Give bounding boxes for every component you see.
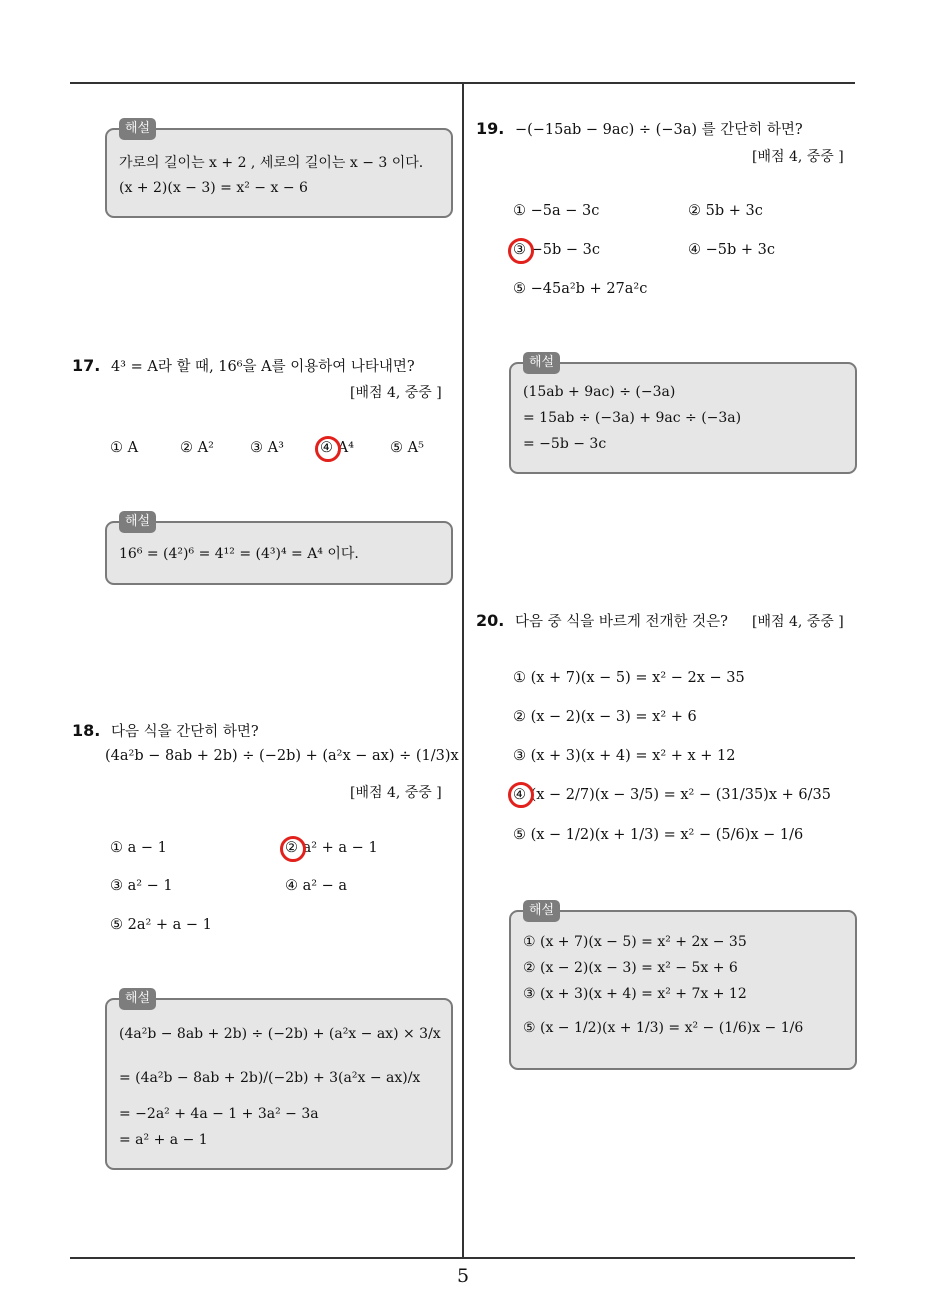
question-text: −(−15ab − 9ac) ÷ (−3a) 를 간단히 하면? — [514, 122, 803, 138]
explanation-box-16 — [105, 121, 453, 218]
question-expression: (4a²b − 8ab + 2b) ÷ (−2b) + (a²x − ax) ÷ (1/3)x — [105, 748, 459, 764]
choice-1[interactable]: ① a − 1 — [110, 840, 167, 856]
explanation-tag: 해설 — [119, 988, 156, 1010]
explanation-line: 가로의 길이는 x + 2 , 세로의 길이는 x − 3 이다. — [119, 155, 424, 171]
question-text: 다음 중 식을 바르게 전개한 것은? — [514, 614, 728, 630]
explanation-line: = a² + a − 1 — [119, 1132, 208, 1148]
choice-5[interactable]: ⑤ 2a² + a − 1 — [110, 917, 212, 933]
question-text: 다음 식을 간단히 하면? — [110, 724, 259, 740]
explanation-line: (x + 2)(x − 3) = x² − x − 6 — [119, 180, 308, 196]
question-20 — [476, 610, 728, 631]
choice-1[interactable]: ① −5a − 3c — [513, 203, 600, 219]
question-meta: [배점 4, 중중 ] — [350, 385, 442, 401]
choice-5[interactable]: ⑤ (x − 1/2)(x + 1/3) = x² − (5/6)x − 1/6 — [513, 827, 804, 843]
choice-2[interactable]: ② a² + a − 1 — [285, 840, 378, 856]
question-number: 17. — [72, 356, 101, 375]
explanation-box-20 — [509, 903, 857, 1070]
column-divider — [462, 83, 464, 1258]
question-number: 20. — [476, 611, 505, 630]
explanation-line: ⑤ (x − 1/2)(x + 1/3) = x² − (1/6)x − 1/6 — [523, 1020, 804, 1036]
question-number: 19. — [476, 119, 505, 138]
explanation-line: ② (x − 2)(x − 3) = x² − 5x + 6 — [523, 960, 738, 976]
question-text: 4³ = A라 할 때, 16⁶을 A를 이용하여 나타내면? — [110, 359, 415, 375]
explanation-line: = 15ab ÷ (−3a) + 9ac ÷ (−3a) — [523, 410, 742, 426]
choice-4[interactable]: ④ A⁴ — [320, 440, 354, 456]
answer-mark — [280, 836, 306, 862]
explanation-line: (15ab + 9ac) ÷ (−3a) — [523, 384, 676, 400]
choice-5[interactable]: ⑤ A⁵ — [390, 440, 424, 456]
answer-mark — [508, 782, 534, 808]
page-number: 5 — [456, 1265, 470, 1287]
explanation-line: ③ (x + 3)(x + 4) = x² + 7x + 12 — [523, 986, 747, 1002]
choice-2[interactable]: ② (x − 2)(x − 3) = x² + 6 — [513, 709, 697, 725]
question-18 — [72, 720, 259, 741]
explanation-tag: 해설 — [523, 352, 560, 374]
explanation-line: 16⁶ = (4²)⁶ = 4¹² = (4³)⁴ = A⁴ 이다. — [119, 546, 359, 562]
explanation-line: (4a²b − 8ab + 2b) ÷ (−2b) + (a²x − ax) × 3/x — [119, 1026, 441, 1042]
choice-3[interactable]: ③ (x + 3)(x + 4) = x² + x + 12 — [513, 748, 736, 764]
answer-mark — [315, 436, 341, 462]
choice-3[interactable]: ③ A³ — [250, 440, 284, 456]
answer-mark — [508, 238, 534, 264]
choice-1[interactable]: ① A — [110, 440, 139, 456]
explanation-line: ① (x + 7)(x − 5) = x² + 2x − 35 — [523, 934, 747, 950]
question-19 — [476, 118, 803, 139]
choice-3[interactable]: ③ a² − 1 — [110, 878, 173, 894]
question-17 — [72, 355, 415, 376]
question-meta: [배점 4, 중중 ] — [752, 614, 844, 630]
bottom-rule — [70, 1257, 855, 1259]
choice-1[interactable]: ① (x + 7)(x − 5) = x² − 2x − 35 — [513, 670, 745, 686]
choice-4[interactable]: ④ −5b + 3c — [688, 242, 775, 258]
choice-2[interactable]: ② 5b + 3c — [688, 203, 763, 219]
explanation-tag: 해설 — [119, 511, 156, 533]
explanation-box-18 — [105, 991, 453, 1170]
choice-5[interactable]: ⑤ −45a²b + 27a²c — [513, 281, 648, 297]
choice-4[interactable]: ④ a² − a — [285, 878, 348, 894]
question-number: 18. — [72, 721, 101, 740]
choice-4[interactable]: ④ (x − 2/7)(x − 3/5) = x² − (31/35)x + 6/35 — [513, 787, 831, 803]
choice-2[interactable]: ② A² — [180, 440, 214, 456]
choice-3[interactable]: ③ −5b − 3c — [513, 242, 600, 258]
question-meta: [배점 4, 중중 ] — [350, 785, 442, 801]
explanation-line: = −2a² + 4a − 1 + 3a² − 3a — [119, 1106, 319, 1122]
explanation-tag: 해설 — [523, 900, 560, 922]
explanation-box-17 — [105, 514, 453, 585]
explanation-line: = (4a²b − 8ab + 2b)/(−2b) + 3(a²x − ax)/x — [119, 1070, 421, 1086]
question-meta: [배점 4, 중중 ] — [752, 149, 844, 165]
explanation-box-19 — [509, 355, 857, 474]
explanation-tag: 해설 — [119, 118, 156, 140]
explanation-line: = −5b − 3c — [523, 436, 607, 452]
